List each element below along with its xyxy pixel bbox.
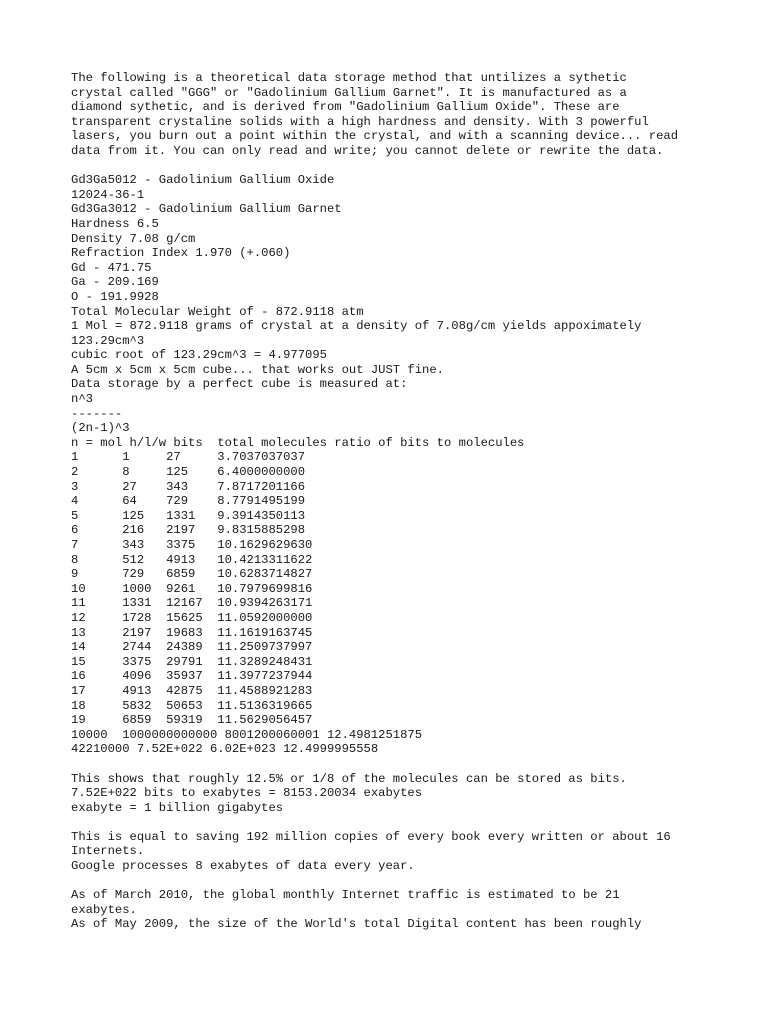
table-header: n = mol h/l/w bits total molecules ratio of bits to molecules [71,435,525,450]
table-row: 8 512 4913 10.4213311622 [71,552,313,567]
property-line: 1 Mol = 872.9118 grams of crystal at a density of 7.08g/cm yields appoximately [71,319,642,334]
table-row: 11 1331 12167 10.9394263171 [71,596,313,611]
table-row: 4 64 729 8.7791495199 [71,494,306,509]
traffic-block [71,888,751,932]
data-table [71,436,751,757]
table-row: 10 1000 9261 10.7979699816 [71,581,313,596]
intro-line: lasers, you burn out a point within the crystal, and with a scanning device... read [71,129,679,144]
property-line: n^3 [71,392,93,407]
intro-line: The following is a theoretical data storage method that untilizes a sythetic [71,71,627,85]
property-line: Gd3Ga3012 - Gadolinium Gallium Garnet [71,202,342,217]
table-row: 12 1728 15625 11.0592000000 [71,610,313,625]
table-row: 13 2197 19683 11.1619163745 [71,625,313,640]
property-line: Hardness 6.5 [71,216,159,231]
property-line: 123.29cm^3 [71,333,145,348]
property-line: 12024-36-1 [71,187,145,202]
intro-line: diamond sythetic, and is derived from "Gadolinium Gallium Oxide". These are [71,100,620,115]
books-line: Google processes 8 exabytes of data every year. [71,859,415,874]
property-line: Gd - 471.75 [71,260,152,275]
table-extra-line: 42210000 7.52E+022 6.02E+023 12.4999995558 [71,742,379,757]
table-row: 16 4096 35937 11.3977237944 [71,669,313,684]
table-row: 2 8 125 6.4000000000 [71,465,306,480]
summary-line: exabyte = 1 billion gigabytes [71,800,284,815]
books-line: Internets. [71,844,145,859]
spacer [71,757,751,772]
summary-block [71,772,751,816]
property-line: ------- [71,406,123,421]
table-row: 14 2744 24389 11.2509737997 [71,640,313,655]
summary-line: 7.52E+022 bits to exabytes = 8153.20034 exabytes [71,786,423,801]
table-row: 17 4913 42875 11.4588921283 [71,683,313,698]
summary-line: This shows that roughly 12.5% or 1/8 of the molecules can be stored as bits. [71,771,627,786]
spacer [71,815,751,830]
property-line: Gd3Ga5012 - Gadolinium Gallium Oxide [71,173,335,188]
intro-line: data from it. You can only read and write; you cannot delete or rewrite the data. [71,143,664,158]
document-page [71,71,751,932]
table-rows [71,450,751,727]
table-row: 9 729 6859 10.6283714827 [71,567,313,582]
property-line: A 5cm x 5cm x 5cm cube... that works out JUST fine. [71,362,444,377]
traffic-line: As of March 2010, the global monthly Internet traffic is estimated to be 21 [71,888,620,903]
table-row: 3 27 343 7.8717201166 [71,479,306,494]
traffic-line: As of May 2009, the size of the World's total Digital content has been roughly [71,917,642,932]
table-row: 5 125 1331 9.3914350113 [71,508,306,523]
property-line: Refraction Index 1.970 (+.060) [71,246,291,261]
table-extra-line: 10000 1000000000000 8001200060001 12.4981251875 [71,727,423,742]
table-row: 1 1 27 3.7037037037 [71,450,306,465]
table-row: 18 5832 50653 11.5136319665 [71,698,313,713]
table-row: 7 343 3375 10.1629629630 [71,538,313,552]
table-row: 6 216 2197 9.8315885298 [71,523,306,538]
intro-line: crystal called "GGG" or "Gadolinium Gallium Garnet". It is manufactured as a [71,85,627,100]
property-line: Density 7.08 g/cm [71,231,196,246]
spacer [71,874,751,889]
table-row: 15 3375 29791 11.3289248431 [71,654,313,669]
property-line: Ga - 209.169 [71,275,159,290]
intro-paragraph [71,71,751,159]
books-block [71,830,751,874]
properties-block [71,173,751,436]
table-row: 19 6859 59319 11.5629056457 [71,713,313,728]
intro-line: transparent crystaline solids with a high hardness and density. With 3 powerful [71,114,649,129]
property-line: Total Molecular Weight of - 872.9118 atm [71,304,364,319]
property-line: (2n-1)^3 [71,421,130,436]
books-line: This is equal to saving 192 million copies of every book every written or about 16 [71,829,671,844]
property-line: cubic root of 123.29cm^3 = 4.977095 [71,348,327,363]
traffic-line: exabytes. [71,902,137,917]
property-line: O - 191.9928 [71,289,159,304]
spacer [71,159,751,174]
property-line: Data storage by a perfect cube is measured at: [71,377,408,392]
